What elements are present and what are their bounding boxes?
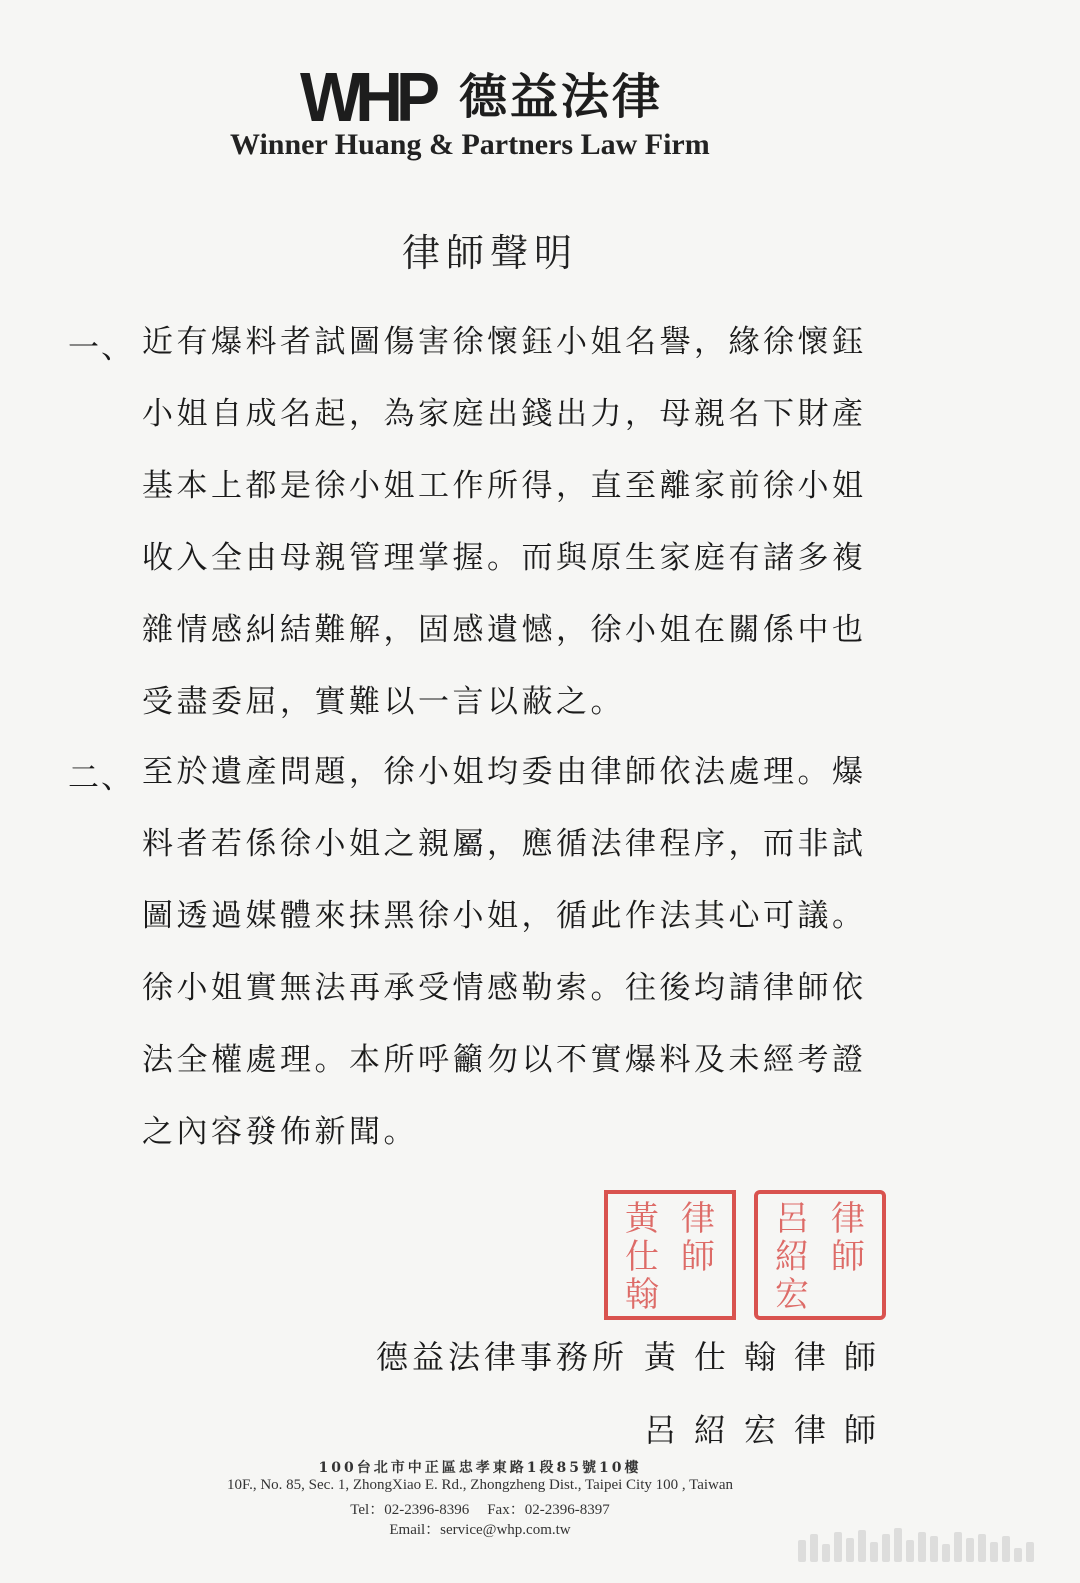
watermark-icon <box>798 1522 1060 1562</box>
seal-character <box>670 1276 726 1314</box>
seal-character <box>820 1276 876 1314</box>
paragraph-line: 近有爆料者試圖傷害徐懷鈺小姐名譽，緣徐懷鈺 <box>142 324 867 360</box>
signature-lawyer-lu: 呂紹宏律師 <box>643 1411 894 1449</box>
logo-mark: WHP <box>300 58 433 136</box>
seal-character: 律 <box>831 1199 865 1239</box>
statement-section-1 <box>68 322 908 742</box>
seal-character: 翰 <box>625 1275 659 1315</box>
letterhead-logo <box>300 58 663 136</box>
section-number: 二、 <box>68 760 134 796</box>
seal-character: 仕 <box>625 1237 659 1277</box>
footer-phone-fax <box>0 1498 960 1519</box>
paragraph-line: 料者若係徐小姐之親屬，應循法律程序，而非試 <box>142 826 867 862</box>
footer-email: Email：service@whp.com.tw <box>389 1522 571 1538</box>
paragraph-line: 之內容發佈新聞。 <box>142 1114 418 1150</box>
signature-firm: 德益法律事務所 <box>375 1338 628 1376</box>
firm-name-english: Winner Huang & Partners Law Firm <box>230 128 710 161</box>
seal-stamp-huang <box>604 1190 736 1320</box>
signature-lawyer-huang: 黃仕翰律師 <box>643 1338 894 1376</box>
paragraph-line: 圖透過媒體來抹黑徐小姐，循此作法其心可議。 <box>142 898 867 934</box>
footer-address-chinese: 100台北市中正區忠孝東路1段85號10樓 <box>318 1460 642 1476</box>
seal-character: 呂 <box>775 1199 809 1239</box>
firm-name-chinese: 德益法律 <box>458 69 663 125</box>
seal-stamp-lu <box>754 1190 886 1320</box>
seal-character: 律 <box>681 1199 715 1239</box>
paragraph-line: 受盡委屈，實難以一言以蔽之。 <box>142 684 625 720</box>
footer-tel: Tel：02-2396-8396 <box>350 1502 470 1518</box>
seal-character: 師 <box>681 1237 715 1277</box>
paragraph-line: 基本上都是徐小姐工作所得，直至離家前徐小姐 <box>142 468 867 504</box>
seal-character: 紹 <box>775 1237 809 1277</box>
seal-character: 師 <box>831 1237 865 1277</box>
seal-character: 宏 <box>775 1275 809 1315</box>
document-title: 律師聲明 <box>401 231 578 275</box>
paragraph-line: 雜情感糾結難解，固感遺憾，徐小姐在關係中也 <box>142 612 867 648</box>
paragraph-line: 法全權處理。本所呼籲勿以不實爆料及未經考證 <box>142 1042 867 1078</box>
section-number: 一、 <box>68 330 134 366</box>
paragraph-line: 至於遺產問題，徐小姐均委由律師依法處理。爆 <box>142 754 867 790</box>
footer-fax: Fax：02-2396-8397 <box>487 1502 610 1518</box>
footer-address-english: 10F., No. 85, Sec. 1, ZhongXiao E. Rd., Zhongzheng Dist., Taipei City 100 , Taiwan <box>226 1477 734 1493</box>
paragraph-line: 收入全由母親管理掌握。而與原生家庭有諸多複 <box>142 540 867 576</box>
paragraph-line: 徐小姐實無法再承受情感勒索。往後均請律師依 <box>142 970 867 1006</box>
paragraph-line: 小姐自成名起，為家庭出錢出力，母親名下財產 <box>142 396 867 432</box>
statement-section-2 <box>68 752 908 1172</box>
seal-character: 黃 <box>625 1199 659 1239</box>
